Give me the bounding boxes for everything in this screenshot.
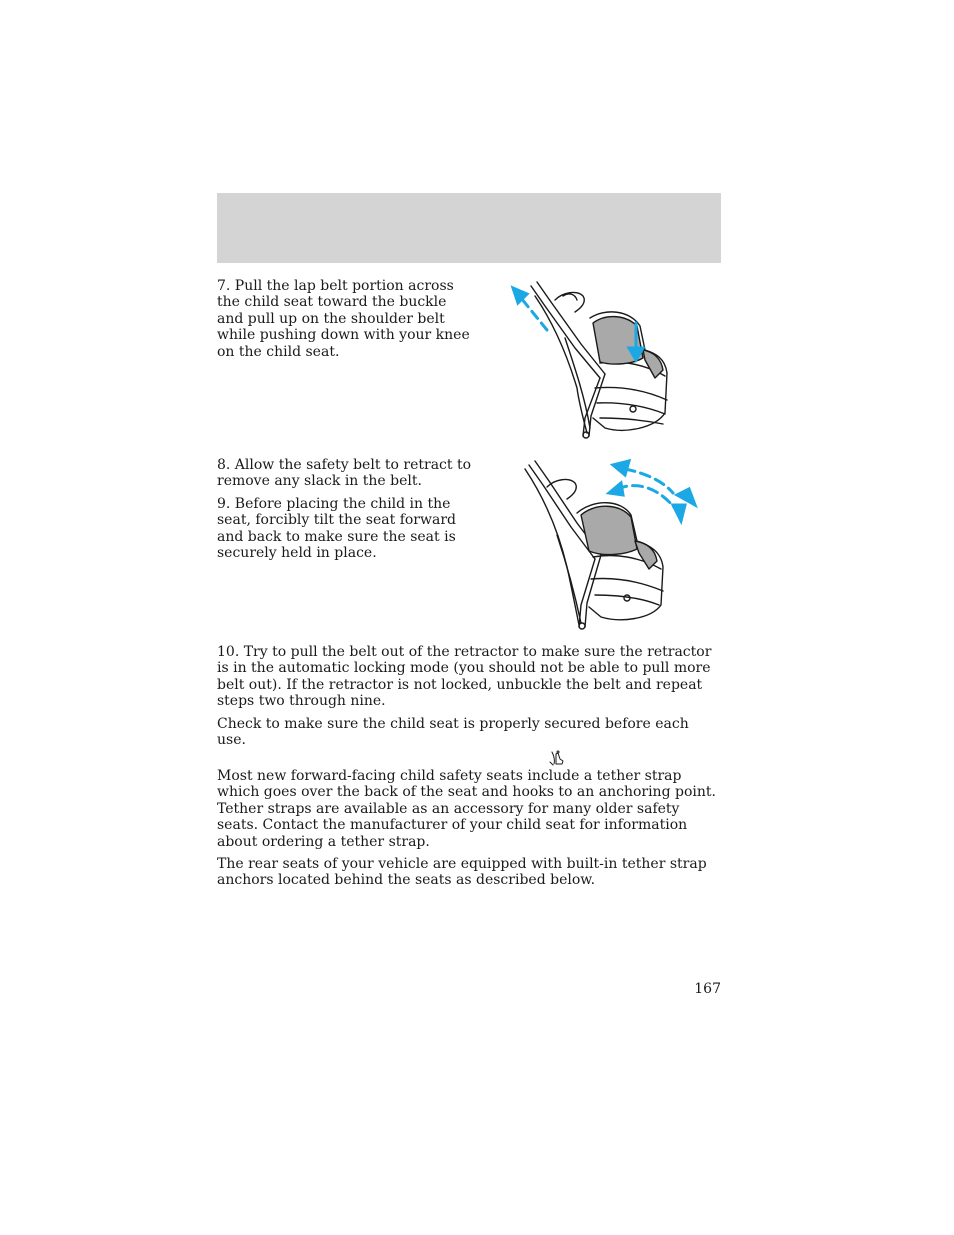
step-9-text: 9. Before placing the child in the seat, forcibly tilt the seat forward and back to make sure the seat is securely held in place. [217,496,456,562]
child-seat-tether-icon [549,750,565,766]
child-seat-belt-pull-illustration [505,278,685,443]
section-header-band [217,193,721,263]
child-seat-tilt-test-illustration [505,455,705,635]
page-number: 167 [694,981,721,997]
step-10-text: 10. Try to pull the belt out of the retractor to make sure the retractor is in the automatic locking mode (you should not be able to pull more belt out). If the retractor is not locked, unbuckle the belt and repeat steps two through nine. [217,644,712,710]
tether-strap-text-1: Most new forward-facing child safety seats include a tether strap which goes over the back of the seat and hooks to an anchoring point. Tether straps are available as an accessory for many older safety seats. Contact the manufacturer of your child seat for information about ordering a tether strap. [217,768,716,850]
step-7-text: 7. Pull the lap belt portion across the child seat toward the buckle and pull up on the shoulder belt while pushing down with your knee on the child seat. [217,278,470,360]
tether-strap-text-2: The rear seats of your vehicle are equipped with built-in tether strap anchors located behind the seats as described below. [217,856,707,889]
step-8-text: 8. Allow the safety belt to retract to remove any slack in the belt. [217,457,472,490]
check-secured-text: Check to make sure the child seat is properly secured before each use. [217,716,689,749]
